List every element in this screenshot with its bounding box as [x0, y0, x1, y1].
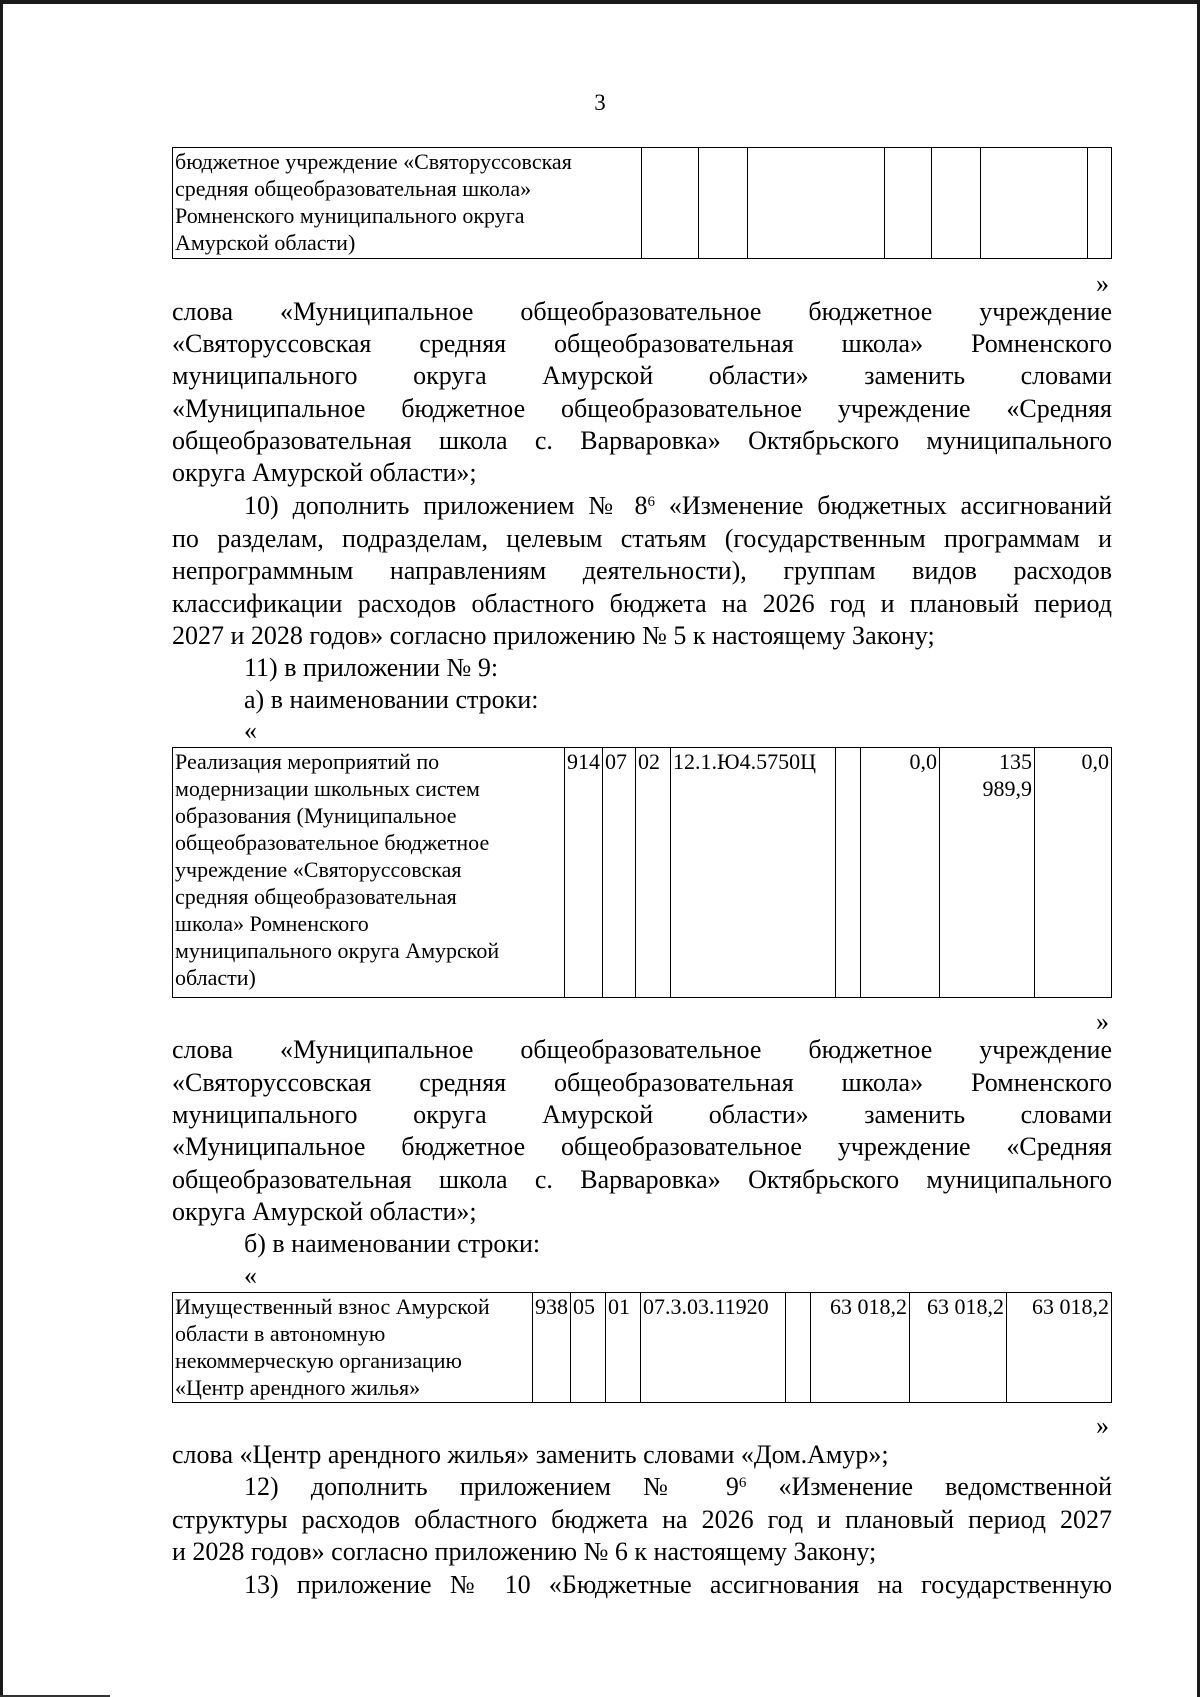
subsection-cell: [885, 148, 932, 259]
ministry-cell: [642, 148, 699, 259]
budget-table-1: [172, 147, 1112, 259]
expense-type-cell: [932, 148, 981, 259]
expense-type-cell: [786, 1293, 811, 1403]
page-number: 3: [594, 90, 606, 115]
value-cell: [1088, 148, 1112, 259]
closing-quote: »: [1096, 269, 1109, 298]
opening-quote: «: [244, 1261, 257, 1290]
row-name-line: средняя общеобразовательная: [175, 884, 457, 909]
page-border-top: [0, 0, 1200, 4]
text-line: 2027 и 2028 годов» согласно приложению № 5 к настоящему Закону;: [172, 621, 935, 650]
text-line: слова «Муниципальное общеобразовательное бюджетное учреждение: [172, 297, 1112, 326]
target-cell: 07.3.03.11920: [641, 1293, 786, 1403]
table-row: [173, 148, 1112, 259]
budget-table-2: [172, 747, 1112, 998]
value-2028-cell: 63 018,2: [1007, 1293, 1112, 1403]
text-line: классификации расходов областного бюджета на 2026 год и плановый период: [172, 589, 1112, 618]
text-line: 13) приложение № 10 «Бюджетные ассигнования на государственную: [244, 1570, 1112, 1599]
section-cell: [699, 148, 748, 259]
value-2028-cell: 0,0: [1035, 748, 1112, 998]
row-name-line: учреждение «Святоруссовская: [175, 857, 462, 882]
row-name-cell: [173, 148, 642, 259]
row-name-line: модернизации школьных систем: [175, 776, 480, 801]
row-name-cell: [173, 1293, 533, 1403]
text-line: слова «Муниципальное общеобразовательное бюджетное учреждение: [172, 1035, 1112, 1064]
value-line: 135: [999, 749, 1032, 774]
section-cell: 07: [603, 748, 636, 998]
text-line: округа Амурской области»;: [172, 458, 477, 487]
text-fragment: 12) дополнить приложением № 9: [244, 1472, 739, 1501]
value-cell: [981, 148, 1088, 259]
row-name-line: Амурской области): [175, 230, 356, 255]
opening-quote: «: [244, 716, 257, 745]
text-line: и 2028 годов» согласно приложению № 6 к настоящему Закону;: [172, 1537, 877, 1566]
text-line: структуры расходов областного бюджета на 2026 год и плановый период 2027: [172, 1505, 1112, 1534]
value-2027-cell: [940, 748, 1035, 998]
value-2026-cell: 63 018,2: [811, 1293, 910, 1403]
row-name-line: Ромненского муниципального округа: [175, 203, 525, 228]
ministry-cell: 914: [565, 748, 603, 998]
text-line: «Святоруссовская средняя общеобразовательная школа» Ромненского: [172, 329, 1112, 358]
item-11b: б) в наименовании строки:: [244, 1229, 541, 1258]
table-row: [173, 1293, 1112, 1403]
text-fragment: «Изменение ведомственной: [746, 1472, 1112, 1501]
row-name-line: области в автономную: [175, 1321, 386, 1346]
ministry-cell: 938: [533, 1293, 571, 1403]
value-2027-cell: 63 018,2: [910, 1293, 1007, 1403]
row-name-line: некоммерческую организацию: [175, 1348, 462, 1373]
text-line: [244, 1471, 1112, 1503]
expense-type-cell: [836, 748, 861, 998]
text-line: муниципального округа Амурской области» заменить словами: [172, 361, 1112, 390]
row-name-line: «Центр арендного жилья»: [175, 1375, 421, 1400]
text-line: муниципального округа Амурской области» заменить словами: [172, 1100, 1112, 1129]
text-line: «Муниципальное бюджетное общеобразовательное учреждение «Средняя: [172, 1132, 1112, 1161]
subsection-cell: 01: [606, 1293, 641, 1403]
text-line: [244, 490, 1112, 522]
row-name-cell: [173, 748, 565, 998]
closing-quote: »: [1096, 1007, 1109, 1036]
text-line: «Святоруссовская средняя общеобразовательная школа» Ромненского: [172, 1068, 1112, 1097]
text-line: «Муниципальное бюджетное общеобразовательное учреждение «Средняя: [172, 394, 1112, 423]
superscript: 6: [647, 494, 655, 510]
row-name-line: образования (Муниципальное: [175, 803, 457, 828]
value-2026-cell: 0,0: [861, 748, 940, 998]
row-name-line: Реализация мероприятий по: [175, 749, 440, 774]
text-line: непрограммным направлениям деятельности), группам видов расходов: [172, 556, 1112, 585]
row-name-line: Имущественный взнос Амурской: [175, 1294, 490, 1319]
superscript: 6: [738, 1475, 747, 1491]
value-line: 989,9: [982, 776, 1032, 801]
section-cell: 05: [571, 1293, 606, 1403]
text-line: слова «Центр арендного жилья» заменить словами «Дом.Амур»;: [172, 1440, 889, 1469]
row-name-line: бюджетное учреждение «Святоруссовская: [175, 149, 572, 174]
item-11a: а) в наименовании строки:: [244, 685, 539, 714]
closing-quote: »: [1096, 1411, 1109, 1440]
target-cell: [748, 148, 885, 259]
row-name-line: школа» Ромненского: [175, 911, 369, 936]
text-line: общеобразовательная школа с. Варваровка» Октябрьского муниципального: [172, 426, 1112, 455]
row-name-line: муниципального округа Амурской: [175, 938, 500, 963]
row-name-line: средняя общеобразовательная школа»: [175, 176, 532, 201]
page-border-left: [0, 0, 3, 1697]
target-cell: 12.1.Ю4.5750Ц: [671, 748, 836, 998]
subsection-cell: 02: [636, 748, 671, 998]
text-line: общеобразовательная школа с. Варваровка» Октябрьского муниципального: [172, 1165, 1112, 1194]
row-name-line: общеобразовательное бюджетное: [175, 830, 490, 855]
text-fragment: 10) дополнить приложением № 8: [244, 491, 648, 520]
table-row: [173, 748, 1112, 998]
text-fragment: «Изменение бюджетных ассигнований: [654, 491, 1112, 520]
item-11: 11) в приложении № 9:: [244, 653, 499, 682]
text-line: по разделам, подразделам, целевым статьям (государственным программам и: [172, 524, 1112, 553]
budget-table-3: [172, 1292, 1112, 1403]
row-name-line: области): [175, 965, 256, 990]
text-line: округа Амурской области»;: [172, 1197, 477, 1226]
